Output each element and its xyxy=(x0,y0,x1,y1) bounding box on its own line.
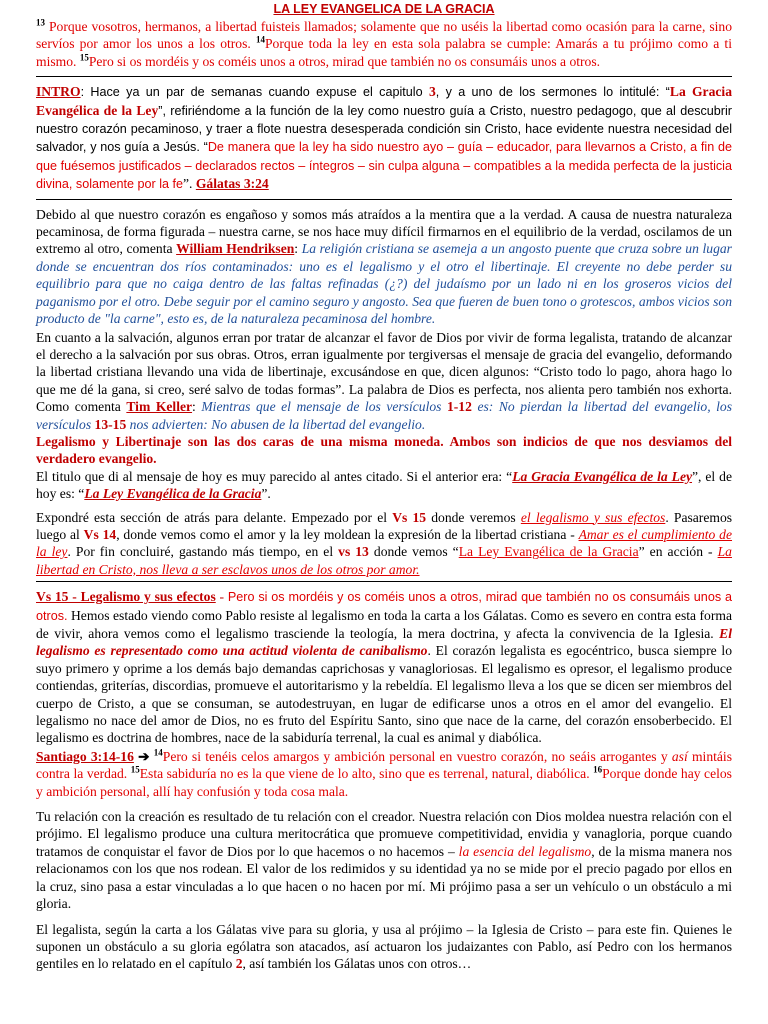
scripture-ref: Santiago 3:14-16 xyxy=(36,748,134,764)
verse-text: Porque toda la ley en esta sola palabra se cumple: Amarás a tu prójimo como a ti mismo. xyxy=(36,36,732,69)
section-topic: el legalismo y sus efectos xyxy=(520,509,666,525)
text: : xyxy=(294,241,302,257)
verse-text: Pero si os mordéis y os coméis unos a otros, mirad que también no os consumáis unos a otros. xyxy=(36,590,732,623)
verse-number: 15 xyxy=(79,52,89,63)
paragraph xyxy=(36,509,732,579)
verse-number: 15 xyxy=(130,764,140,775)
section-topic: La Ley Evangélica de la Gracia xyxy=(458,544,639,560)
paragraph xyxy=(36,808,732,912)
arrow-icon: ➔ xyxy=(138,748,150,764)
verse-text: mintáis contra la verdad. xyxy=(36,748,732,782)
text: ” en acción - xyxy=(638,544,718,560)
text: ”, el de hoy es: “ xyxy=(36,468,732,502)
divider xyxy=(36,199,732,200)
page-title: LA LEY EVANGELICA DE LA GRACIA xyxy=(273,2,495,16)
quote: Mientras que el mensaje de los versículos xyxy=(201,399,447,415)
text: , así también los Gálatas unos con otros… xyxy=(242,956,472,972)
divider xyxy=(36,581,732,582)
text: Tu relación con la creación es resultado de tu relación con el creador. Nuestra relación con Dios moldea nuestra relación con el prójimo. El legalismo produce una cultura meritocrática que promueve competitividad, envidia y vanagloria, porque cuando tratamos de conquistar el favor de Dios por lo que hacemos o no hacemos – xyxy=(36,809,732,859)
sermon-title: La Gracia Evangélica de la Ley xyxy=(36,84,732,118)
verse-text: Esta sabiduría no es la que viene de lo alto, sino que es terrenal, natural, diabólica. xyxy=(139,766,594,782)
author-name: William Hendriksen xyxy=(176,241,295,257)
text: ”. xyxy=(261,486,271,502)
intro-label: INTRO xyxy=(36,84,81,100)
verse-ref: Vs 15 xyxy=(392,509,427,525)
text: ”. xyxy=(183,176,196,192)
text: : xyxy=(192,399,202,415)
chapter-ref: 3 xyxy=(428,84,436,100)
paragraph xyxy=(36,588,732,747)
sermon-title: La Gracia Evangélica de la Ley xyxy=(512,468,693,484)
paragraph xyxy=(36,329,732,433)
quote: nos advierten: No abusen de la libertad del evangelio. xyxy=(126,416,426,432)
text: : Hace ya un par de semanas cuando expuse el capitulo xyxy=(80,85,429,100)
text: El titulo que di al mensaje de hoy es muy parecido al antes citado. Si el anterior era: “ xyxy=(36,468,513,484)
section-heading: Vs 15 - Legalismo y sus efectos xyxy=(36,589,216,605)
verse-range: 1-12 xyxy=(446,399,472,415)
paragraph xyxy=(36,468,732,503)
section-topic: La libertad en Cristo, nos lleva a ser esclavos unos de los otros por amor. xyxy=(36,544,732,577)
quote: La religión cristiana se asemeja a un angosto puente que cruza sobre un lugar donde se encuentran dos ríos contaminados: uno es el legalismo y el otro el libertinaje. El creyente no debe perder su equilibrio para que no caiga dentro de las faltas refinadas (¿?) del judaísmo por un lado ni en los groseros vicios del paganismo por el otro. Debe seguir por el camino seguro y angosto. Sea que fueren de buen tono o grotescos, ambos vicios son producto de "la carne", esto es, de la naturaleza pecaminosa del hombre. xyxy=(36,241,732,327)
scripture-passage xyxy=(36,748,732,800)
section-topic: Amar es el cumplimiento de la ley xyxy=(36,526,733,560)
emphasis: la esencia del legalismo xyxy=(458,843,592,859)
sermon-title: La Ley Evangélica de la Gracia xyxy=(84,486,262,502)
text: En cuanto a la salvación, algunos erran por tratar de alcanzar el favor de Dios por vivir de forma legalista, tratando de alcanzar el derecho a la salvación por sus obras. Otros, erran igualmente por tergiversas el mensaje de gracia del evangelio, deformando la libertad cristiana llevando una vida de libertinaje, excusándose en que, dicen algunos: “Cristo todo lo pago, ahora hago lo que me dé la gana, si creo, seré salvo de todas formas”. La palabra de Dios es perfecta, nos alienta pero también nos exhorta. Como comenta xyxy=(36,329,732,415)
document-page xyxy=(36,0,732,973)
emphasis-paragraph: Legalismo y Libertinaje son las dos caras de una misma moneda. Ambos son indicios de que nos desviamos del verdadero evangelio. xyxy=(36,433,732,467)
text: . El corazón legalista es egocéntrico, busca siempre lo suyo primero y oprime a los demás bajo demandas caprichosas y vanagloriosas. El legalismo es opresor, el legalismo produce contiendas, griterías, discordias, promueve el autoritarismo y la rebeldía. El legalismo lleva a los que se dicen ser miembros del cuerpo de Cristo, a que se consuman, se autodestruyan, en lugar de edificarse unos a otros en el amor del evangelio. El legalismo no nace del amor de Dios, no es fruto del Espíritu Santo, sino que nace de la carne, del corazón ensoberbecido. El legalismo es doctrina de hombres, nace de la sabiduría terrenal, la cual es animal y diabólica. xyxy=(36,643,732,746)
text: Expondré esta sección de atrás para delante. Empezado por el xyxy=(36,509,393,525)
verse-number: 16 xyxy=(593,764,603,775)
verse-number: 13 xyxy=(36,17,45,28)
author-name: Tim Keller xyxy=(126,399,193,415)
verses-header xyxy=(36,18,732,70)
text: . Por fin concluiré, gastando más tiempo, en el xyxy=(67,544,339,560)
verse-text: Pero si os mordéis y os coméis unos a otros, mirad que también no os consumáis unos a otros. xyxy=(88,53,601,69)
text: . Pasaremos luego al xyxy=(36,509,733,542)
text: donde veremos xyxy=(426,509,521,525)
verse-ref: Vs 14 xyxy=(83,526,117,542)
verse-range: 13-15 xyxy=(94,416,127,432)
paragraph xyxy=(36,921,732,973)
text: Hemos estado viendo como Pablo resiste al legalismo en toda la carta a los Gálatas. Como es severo en contra esta forma de vivir, ahora vemos como el legalismo trasciende la teología, la mera doctrina, y afecta la convivencia de la Iglesia. xyxy=(36,607,732,641)
verse-text: Pero si tenéis celos amargos y ambición personal en vuestro corazón, no seáis arrogantes y xyxy=(162,748,672,764)
text: , y a uno de los sermones lo intitulé: “ xyxy=(435,85,670,100)
scripture-ref: Gálatas 3:24 xyxy=(195,176,269,192)
text: , donde vemos como el amor y la ley moldean la expresión de la libertad cristiana - xyxy=(116,526,579,542)
text: - xyxy=(215,589,228,605)
text: ”, refiriéndome a la función de la ley como nuestro guía a Cristo, nuestro pedagogo, que al descubrir nuestro corazón pecaminoso, y traer a flote nuestra desesperada condición sin Cristo, hace evidente nuestra necesidad del salvador, y nos guía a Jesús. “ xyxy=(36,103,732,155)
paragraph xyxy=(36,206,732,328)
quote: De manera que la ley ha sido nuestro ayo – guía – educador, para llevarnos a Cristo, a fin de que fuésemos justificados – declarados rectos – íntegros – sin culpa alguna – compatibles a la medida perfecta de la justicia divina, solamente por la fe xyxy=(36,140,733,192)
verse-number: 14 xyxy=(153,747,163,758)
text: donde vemos “ xyxy=(368,544,459,560)
quote: es: No pierdan la libertad del evangelio, los versículos xyxy=(36,399,732,432)
verse-ref: vs 13 xyxy=(338,544,369,560)
verse-number: 14 xyxy=(255,34,265,45)
text: El legalista, según la carta a los Gálatas vive para su gloria, y usa al prójimo – la Iglesia de Cristo – para este fin. Quienes le suponen un obstáculo a su gloria ególatra son atacados, así actuaron los judaizantes con Pablo, así Pedro con los hermanos gentiles en lo relatado en el capítulo xyxy=(36,921,732,972)
emphasis: El legalismo es representado como una actitud violenta de canibalismo xyxy=(36,626,732,659)
verse-text: Porque vosotros, hermanos, a libertad fuisteis llamados; solamente que no uséis la libertad como ocasión para la carne, sino servíos por amor los unos a los otros. xyxy=(36,19,732,52)
text: , de la misma manera nos relacionamos con los que nos rodean. El valor de los redimidos y su identidad ya no se mide por el precio pagado por ellos en la cruz, sino pasa a estar vinculadas a lo que hacen o no hacen por mí. Mi prójimo pasa a ser un vehículo o un obstáculo a mi gloria. xyxy=(36,843,732,912)
verse-text: así xyxy=(671,748,688,764)
text: Debido al que nuestro corazón es engañoso y somos más atraídos a la mentira que a la verdad. A causa de nuestra naturaleza pecaminosa, de forma figurada – nuestra carne, se nos hace muy difícil firmarnos en el equilibrio de la verdad, oscilamos de un extremo al otro, comenta xyxy=(36,206,732,257)
chapter-ref: 2 xyxy=(235,956,243,972)
divider xyxy=(36,76,732,77)
intro-paragraph xyxy=(36,83,732,193)
verse-text: Porque donde hay celos y ambición personal, allí hay confusión y toda cosa mala. xyxy=(36,766,732,799)
